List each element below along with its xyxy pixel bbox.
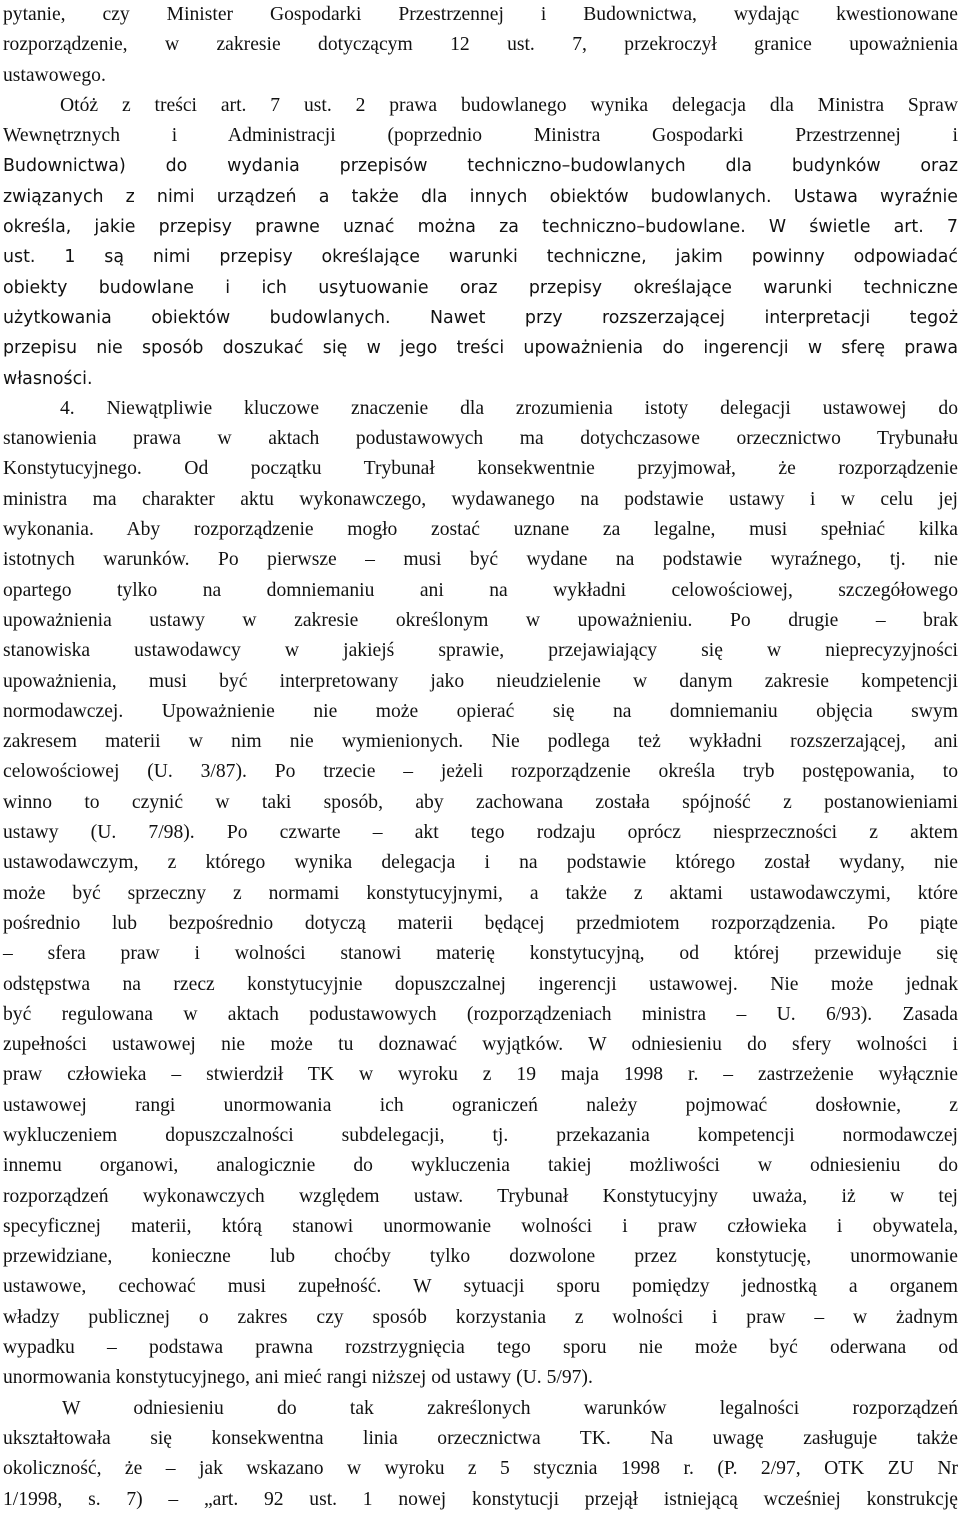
text-line: stanowienia prawa w aktach podustawowych ma dotychczasowe orzecznictwo Trybunału [3, 428, 958, 450]
text-line: Budownictwa) do wydania przepisów techniczno–budowlanych dla budynków oraz [3, 156, 958, 177]
text-line: być regulowana w aktach podustawowych (rozporządzeniach ministra – U. 6/93). Zasada [3, 1003, 958, 1025]
text-line: ministra ma charakter aktu wykonawczego, wydawanego na podstawie ustawy i w celu jej [3, 488, 958, 510]
text-line: celowościowej (U. 3/87). Po trzecie – jeżeli rozporządzenie określa tryb postępowania, to [3, 761, 958, 783]
text-line: praw człowieka – stwierdził TK w wyroku z 19 maja 1998 r. – zastrzeżenie wyłącznie [3, 1064, 958, 1086]
text-line: unormowania konstytucyjnego, ani mieć rangi niższej od ustawy (U. 5/97). [3, 1367, 593, 1389]
text-line: związanych z nimi urządzeń a także dla innych obiektów budowlanych. Ustawa wyraźnie [3, 186, 958, 207]
text-line: może być sprzeczny z normami konstytucyjnymi, a także z aktami ustawodawczymi, które [3, 882, 958, 904]
text-line: rozporządzenie, w zakresie dotyczącym 12 ust. 7, przekroczył granice upoważnienia [3, 34, 958, 56]
text-line: upoważnienia ustawy w zakresie określonym w upoważnieniu. Po drugie – brak [3, 609, 958, 631]
text-line: Wewnętrznych i Administracji (poprzednio Ministra Gospodarki Przestrzennej i [3, 125, 958, 147]
text-line: ustawowe, cechować musi zupełność. W sytuacji sporu pomiędzy jednostką a organem [3, 1276, 958, 1298]
text-line: okoliczność, że – jak wskazano w wyroku z 5 stycznia 1998 r. (P. 2/97, OTK ZU Nr [3, 1458, 958, 1480]
text-line: ustawowej rangi unormowania ich ograniczeń należy pojmować dosłownie, z [3, 1094, 958, 1116]
text-line: Otóż z treści art. 7 ust. 2 prawa budowlanego wynika delegacja dla Ministra Spraw [60, 94, 958, 116]
text-line: wypadku – podstawa prawna rozstrzygnięcia tego sporu nie może być oderwana od [3, 1337, 958, 1359]
text-line: – sfera praw i wolności stanowi materię konstytucyjną, od której przewiduje się [3, 943, 958, 965]
text-line: upoważnienia, musi być interpretowany jako nieudzielenie w danym zakresie kompetencji [3, 670, 958, 692]
text-line: Konstytucyjnego. Od początku Trybunał konsekwentnie przyjmował, że rozporządzenie [3, 458, 958, 480]
text-line: ukształtowała się konsekwentna linia orzecznictwa TK. Na uwagę zasługuje także [3, 1427, 958, 1449]
text-line: pośrednio lub bezpośrednio dotyczą materii będącej przedmiotem rozporządzenia. Po piąte [3, 912, 958, 934]
text-line: użytkowania obiektów budowlanych. Nawet przy rozszerzającej interpretacji tegoż [3, 307, 958, 328]
text-line: określa, jakie przepisy prawne uznać można za techniczno–budowlane. W świetle art. 7 [3, 217, 958, 238]
text-line: własności. [3, 368, 93, 389]
text-line: władzy publicznej o zakres czy sposób korzystania z wolności i praw – w żadnym [3, 1306, 958, 1328]
text-line: przewidziane, konieczne lub choćby tylko dozwolone przez konstytucję, unormowanie [3, 1246, 958, 1268]
text-line: odstępstwa na rzecz konstytucyjnie dopuszczalnej ingerencji ustawowej. Nie może jednak [3, 973, 958, 995]
document-page [3, 0, 958, 1515]
text-line: pytanie, czy Minister Gospodarki Przestrzennej i Budownictwa, wydając kwestionowane [3, 4, 958, 25]
text-line: winno to czynić w taki sposób, aby zachowana została spójność z postanowieniami [3, 791, 958, 813]
text-line: ust. 1 są nimi przepisy określające warunki techniczne, jakim powinny odpowiadać [3, 247, 958, 268]
text-line: istotnych warunków. Po pierwsze – musi być wydane na podstawie wyraźnego, tj. nie [3, 549, 958, 571]
text-line: 4. Niewątpliwie kluczowe znaczenie dla zrozumienia istoty delegacji ustawowej do [60, 397, 958, 419]
text-line: stanowiska ustawodawcy w jakiejś sprawie, przejawiający się w nieprecyzyjności [3, 640, 958, 662]
text-line: specyficznej materii, którą stanowi unormowanie wolności i praw człowieka i obywatela, [3, 1215, 958, 1237]
text-line: wykluczeniem dopuszczalności subdelegacji, tj. przekazania kompetencji normodawczej [3, 1124, 958, 1146]
text-line: przepisu nie sposób doszukać się w jego treści upoważnienia do ingerencji w sferę prawa [3, 338, 958, 359]
text-line: ustawy (U. 7/98). Po czwarte – akt tego rodzaju oprócz niesprzeczności z aktem [3, 822, 958, 844]
text-line: zupełności ustawowej nie może tu doznawać wyjątków. W odniesieniu do sfery wolności i [3, 1034, 958, 1056]
text-line: zakresem materii w nim nie wymienionych. Nie podlega też wykładni rozszerzającej, ani [3, 731, 958, 753]
text-line: normodawczej. Upoważnienie nie może opierać się na domniemaniu objęcia swym [3, 700, 958, 722]
text-line: obiekty budowlane i ich usytuowanie oraz przepisy określające warunki techniczne [3, 277, 958, 298]
text-line: ustawowego. [3, 64, 106, 86]
text-line: rozporządzeń wykonawczych względem ustaw. Trybunał Konstytucyjny uważa, iż w tej [3, 1185, 958, 1207]
text-line: wykonania. Aby rozporządzenie mogło zostać uznane za legalne, musi spełniać kilka [3, 519, 958, 541]
text-line: opartego tylko na domniemaniu ani na wykładni celowościowej, szczegółowego [3, 579, 958, 601]
text-line: W odniesieniu do tak zakreślonych warunków legalności rozporządzeń [62, 1397, 958, 1419]
text-line: ustawodawczym, z którego wynika delegacja i na podstawie którego został wydany, nie [3, 852, 958, 874]
text-line: innemu organowi, analogicznie do wykluczenia takiej możliwości w odniesieniu do [3, 1155, 958, 1177]
text-line: 1/1998, s. 7) – „art. 92 ust. 1 nowej konstytucji przejął istniejącą wcześniej konstrukcję [3, 1488, 958, 1510]
